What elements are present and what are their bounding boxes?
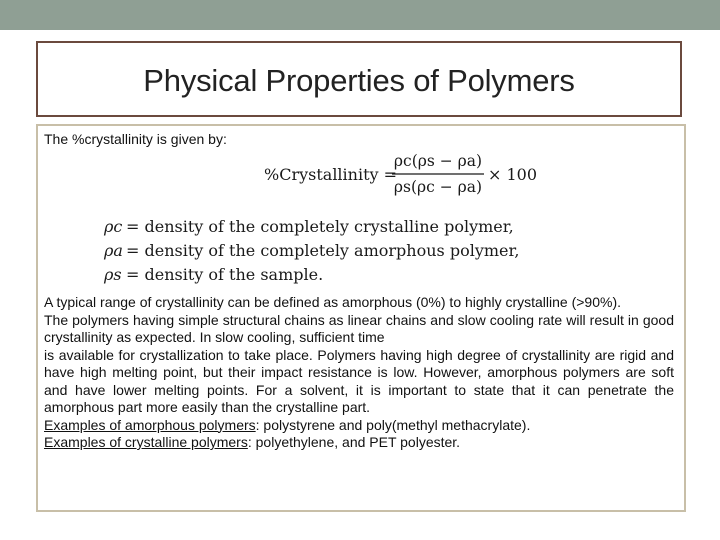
definition-row: [103, 217, 514, 236]
formula-lhs: %Crystallinity =: [264, 165, 398, 184]
amorphous-examples-list: : polystyrene and poly(methyl methacrylate).: [255, 416, 531, 433]
structure-paragraph: The polymers having simple structural chains as linear chains and slow cooling rate will result in good crystallinity as expected. In slow cooling, sufficient time: [44, 311, 674, 345]
definition-text: = density of the sample.: [126, 265, 324, 284]
definition-text: = density of the completely crystalline polymer,: [126, 217, 514, 236]
definition-symbol: ρs: [104, 265, 122, 284]
definition-symbol: ρa: [104, 241, 123, 260]
crystallinity-range-paragraph: A typical range of crystallinity can be defined as amorphous (0%) to highly crystalline (>90%).: [44, 294, 622, 310]
formula-denominator: ρs(ρc − ρa): [393, 178, 483, 196]
crystalline-examples-list: : polyethylene, and PET polyester.: [247, 434, 461, 450]
definition-text: = density of the completely amorphous polymer,: [126, 241, 520, 260]
body-text: [44, 294, 674, 452]
intro-text: The %crystallinity is given by:: [44, 131, 227, 147]
crystalline-examples-label: Examples of crystalline polymers: [44, 434, 248, 450]
density-definitions: [102, 214, 542, 290]
top-banner: [0, 0, 720, 30]
amorphous-examples-label: Examples of amorphous polymers: [44, 416, 256, 433]
definition-row: [103, 265, 323, 284]
definition-symbol: ρc: [104, 217, 123, 236]
formula-multiplier: × 100: [488, 165, 538, 184]
crystallinity-formula: [260, 148, 540, 200]
amorphous-examples: [44, 417, 674, 435]
slide-title: Physical Properties of Polymers: [143, 63, 575, 98]
cooling-paragraph: is available for crystallization to take place. Polymers having high degree of crystallinity are rigid and have high melting point, but their impact resistance is low. However, amorphous polymers are soft and have lower melting points. For a solvent, it is important to state that it can penetrate the amorphous part more easily than the crystalline part.: [44, 346, 674, 415]
definition-row: [103, 241, 519, 260]
crystalline-examples: [44, 434, 674, 452]
formula-numerator: ρc(ρs − ρa): [393, 152, 483, 170]
content-box: [36, 124, 686, 512]
title-box: [36, 41, 682, 117]
